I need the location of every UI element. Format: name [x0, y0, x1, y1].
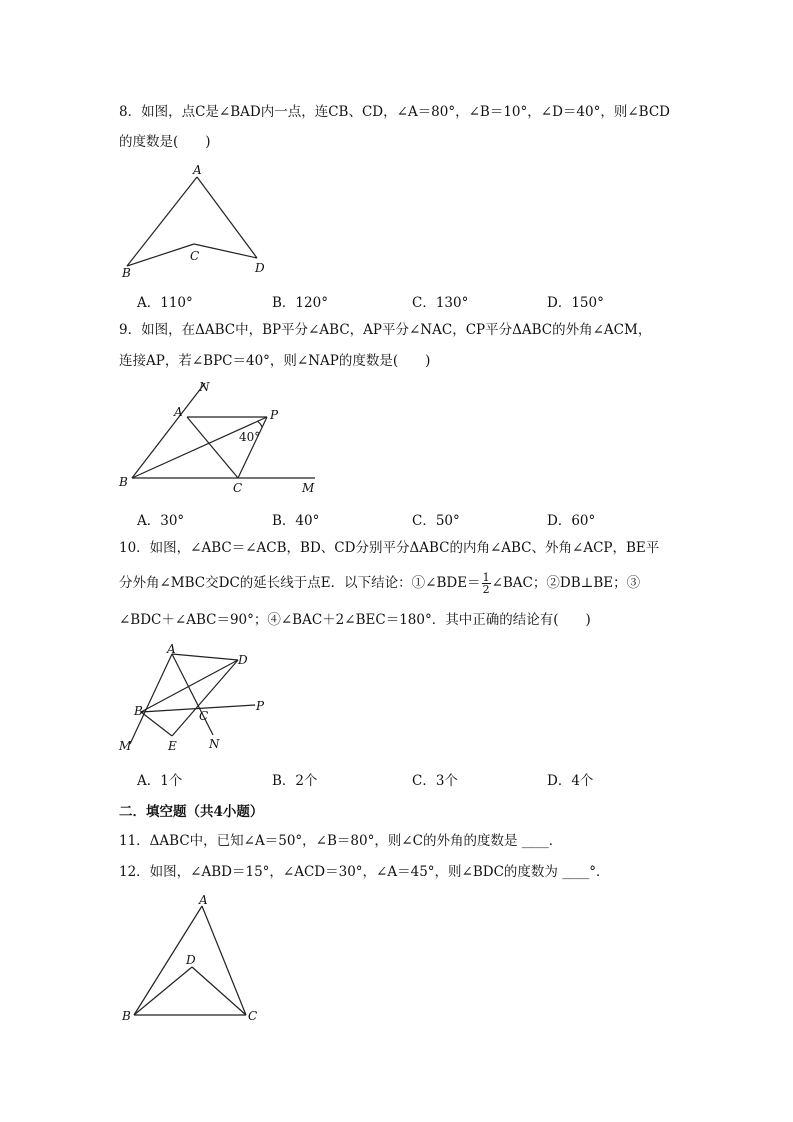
- q12-text: 12．如图，∠ABD＝15°，∠ACD＝30°，∠A＝45°，则∠BDC的度数为 ____°．: [119, 864, 610, 880]
- q8-option-b[interactable]: B．120°: [272, 295, 328, 311]
- q10-label-a: A: [167, 642, 176, 656]
- q10-label-d: D: [238, 653, 248, 667]
- q9-angle-arc: [257, 421, 262, 427]
- q10-fraction: [482, 572, 491, 595]
- q9-figure: [110, 375, 330, 500]
- q10-edge-ad: [172, 654, 238, 660]
- q9-label-n: N: [199, 380, 210, 394]
- q10-label-e: E: [168, 739, 177, 753]
- q8-label-c: C: [190, 249, 200, 263]
- q10-option-c[interactable]: C．3个: [412, 773, 458, 789]
- q9-line1: 9．如图，在ΔABC中，BP平分∠ABC，AP平分∠NAC，CP平分ΔABC的外角∠ACM，: [119, 322, 652, 338]
- q8-edge-ab: [127, 177, 200, 266]
- q10-option-a[interactable]: A．1个: [137, 773, 183, 789]
- q8-option-a[interactable]: A．110°: [137, 295, 193, 311]
- q10-edge-db: [141, 660, 238, 712]
- q10-line1: 10．如图，∠ABC＝∠ACB，BD、CD分别平分ΔABC的内角∠ABC、外角∠ACP，BE平: [119, 540, 660, 556]
- q9-label-b: B: [119, 475, 128, 489]
- q12-label-d: D: [186, 953, 196, 967]
- q8-label-d: D: [255, 261, 265, 275]
- q10-label-n: N: [209, 737, 220, 751]
- q8-option-c[interactable]: C．130°: [412, 295, 469, 311]
- q9-label-p: P: [270, 408, 279, 422]
- q12-label-a: A: [199, 893, 208, 907]
- q9-option-d[interactable]: D．60°: [547, 513, 596, 529]
- q9-line-bp: [132, 417, 267, 478]
- q10-option-b[interactable]: B．2个: [272, 773, 318, 789]
- q10-figure: [110, 638, 280, 758]
- q11-text: 11．ΔABC中，已知∠A＝50°，∠B＝80°，则∠C的外角的度数是 ____．: [119, 833, 563, 849]
- q8-option-d[interactable]: D．150°: [547, 295, 604, 311]
- q10-frac-num: 1: [482, 571, 490, 584]
- q9-option-c[interactable]: C．50°: [412, 513, 460, 529]
- q8-figure: [110, 160, 290, 285]
- q10-label-p: P: [256, 699, 265, 713]
- q9-option-b[interactable]: B．40°: [272, 513, 320, 529]
- q12-edge-ac: [202, 906, 246, 1015]
- section-title-fill-in: 二．填空题（共4小题）: [119, 804, 264, 820]
- q8-label-b: B: [122, 266, 131, 280]
- q10-label-b: B: [134, 704, 143, 718]
- q10-line2-start: 分外角∠MBC交DC的延长线于点E．以下结论：①∠BDE＝: [119, 575, 481, 591]
- q9-option-a[interactable]: A．30°: [137, 513, 185, 529]
- q8-line1: 8．如图，点C是∠BAD内一点，连CB、CD，∠A＝80°，∠B＝10°，∠D＝40°，则∠BCD: [119, 104, 670, 120]
- q12-edge-bd: [134, 967, 192, 1015]
- q8-edge-ad: [197, 177, 257, 258]
- q10-label-c: C: [199, 709, 209, 723]
- q9-angle-label: 40°: [239, 430, 261, 444]
- q9-label-c: C: [233, 481, 243, 495]
- q9-label-a: A: [174, 405, 183, 419]
- q9-label-m: M: [302, 481, 315, 495]
- q8-label-a: A: [193, 163, 202, 177]
- q12-label-c: C: [248, 1009, 258, 1023]
- q9-line-nb: [132, 383, 205, 478]
- q9-line-ac: [187, 417, 238, 478]
- q12-label-b: B: [122, 1009, 131, 1023]
- q10-frac-den: 2: [482, 583, 490, 596]
- q10-line2-end: ∠BAC；②DB⊥BE；③: [491, 575, 641, 591]
- q8-edge-bc: [127, 244, 194, 266]
- q10-line2: [119, 572, 640, 595]
- q10-edge-de: [172, 660, 238, 736]
- q9-line-cp: [238, 417, 267, 478]
- q12-figure: [110, 890, 270, 1025]
- q8-line2: 的度数是( ): [119, 134, 211, 150]
- q9-line2: 连接AP，若∠BPC＝40°，则∠NAP的度数是( ): [119, 353, 431, 369]
- q10-option-d[interactable]: D．4个: [547, 773, 594, 789]
- q10-label-m: M: [119, 739, 132, 753]
- q10-line3: ∠BDC＋∠ABC＝90°；④∠BAC＋2∠BEC＝180°．其中正确的结论有( ): [119, 612, 591, 628]
- q10-edge-be: [141, 712, 172, 736]
- q12-edge-dc: [192, 967, 246, 1015]
